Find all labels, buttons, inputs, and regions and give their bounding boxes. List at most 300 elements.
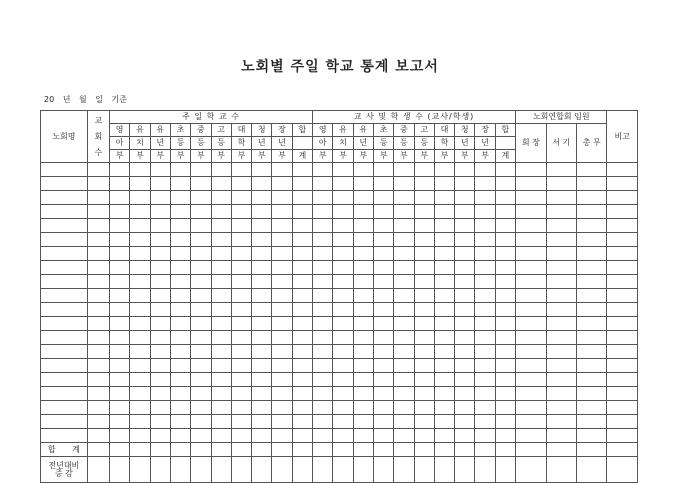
data-cell xyxy=(292,345,312,359)
row-label-cell xyxy=(41,247,88,261)
data-cell xyxy=(516,289,546,303)
data-cell xyxy=(252,163,272,177)
data-cell xyxy=(170,387,190,401)
data-cell xyxy=(231,429,251,443)
school-dept-header-cell: 부 xyxy=(272,150,292,163)
data-cell xyxy=(150,303,170,317)
row-label-cell xyxy=(41,289,88,303)
data-cell xyxy=(353,219,373,233)
data-cell xyxy=(110,401,130,415)
data-cell xyxy=(516,163,546,177)
data-cell xyxy=(475,261,495,275)
row-label-cell xyxy=(41,219,88,233)
data-cell xyxy=(576,303,606,317)
data-cell xyxy=(607,205,638,219)
data-cell xyxy=(211,219,231,233)
teacher-dept-header-cell: 중 xyxy=(394,124,414,137)
data-cell xyxy=(475,387,495,401)
data-cell xyxy=(576,163,606,177)
data-cell xyxy=(353,345,373,359)
data-cell xyxy=(373,163,393,177)
data-cell xyxy=(333,261,353,275)
data-cell xyxy=(170,331,190,345)
data-cell xyxy=(353,429,373,443)
data-cell xyxy=(495,373,515,387)
data-cell xyxy=(576,373,606,387)
data-cell xyxy=(272,443,292,457)
school-dept-header-cell: 부 xyxy=(110,150,130,163)
data-cell xyxy=(231,191,251,205)
data-cell xyxy=(353,331,373,345)
school-dept-header-cell: 고 xyxy=(211,124,231,137)
data-cell xyxy=(576,345,606,359)
data-cell xyxy=(353,247,373,261)
data-cell xyxy=(231,359,251,373)
data-cell xyxy=(87,387,109,401)
data-cell xyxy=(191,303,211,317)
data-cell xyxy=(607,457,638,483)
data-cell xyxy=(576,317,606,331)
data-cell xyxy=(373,261,393,275)
data-cell xyxy=(252,261,272,275)
table-row xyxy=(41,303,638,317)
data-cell xyxy=(110,317,130,331)
data-cell xyxy=(394,191,414,205)
data-cell xyxy=(516,219,546,233)
teacher-dept-header-cell: 학 xyxy=(434,137,454,150)
data-cell xyxy=(495,317,515,331)
data-cell xyxy=(252,219,272,233)
data-cell xyxy=(495,457,515,483)
data-cell xyxy=(576,261,606,275)
data-cell xyxy=(516,303,546,317)
data-cell xyxy=(313,373,333,387)
data-cell xyxy=(130,331,150,345)
data-cell xyxy=(130,415,150,429)
data-cell xyxy=(191,373,211,387)
data-cell xyxy=(231,177,251,191)
teacher-dept-header-cell: 아 xyxy=(313,137,333,150)
data-cell xyxy=(373,177,393,191)
data-cell xyxy=(373,289,393,303)
school-dept-header-cell: 등 xyxy=(191,137,211,150)
data-cell xyxy=(434,373,454,387)
data-cell xyxy=(191,387,211,401)
data-cell xyxy=(546,233,576,247)
data-cell xyxy=(272,317,292,331)
data-cell xyxy=(231,401,251,415)
table-row xyxy=(41,247,638,261)
data-cell xyxy=(455,177,475,191)
data-cell xyxy=(607,331,638,345)
row-label-line: 증 감 xyxy=(54,468,73,478)
data-cell xyxy=(394,457,414,483)
data-cell xyxy=(313,345,333,359)
row-label-cell xyxy=(41,177,88,191)
data-cell xyxy=(414,443,434,457)
data-cell xyxy=(455,191,475,205)
data-cell xyxy=(353,317,373,331)
data-cell xyxy=(434,233,454,247)
data-cell xyxy=(607,233,638,247)
data-cell xyxy=(211,443,231,457)
data-cell xyxy=(170,247,190,261)
data-cell xyxy=(434,247,454,261)
data-cell xyxy=(313,163,333,177)
data-cell xyxy=(455,275,475,289)
data-cell xyxy=(130,261,150,275)
data-cell xyxy=(607,373,638,387)
data-cell xyxy=(353,233,373,247)
data-cell xyxy=(252,457,272,483)
data-cell xyxy=(455,317,475,331)
data-cell xyxy=(353,415,373,429)
data-cell xyxy=(191,401,211,415)
data-cell xyxy=(87,233,109,247)
data-cell xyxy=(414,457,434,483)
data-cell xyxy=(150,191,170,205)
data-cell xyxy=(353,261,373,275)
data-cell xyxy=(110,191,130,205)
data-cell xyxy=(333,345,353,359)
data-cell xyxy=(546,443,576,457)
data-cell xyxy=(272,219,292,233)
statistics-table xyxy=(40,110,638,483)
data-cell xyxy=(353,289,373,303)
data-cell xyxy=(170,345,190,359)
data-cell xyxy=(495,247,515,261)
row-label-cell xyxy=(41,275,88,289)
teacher-dept-header-cell: 치 xyxy=(333,137,353,150)
data-cell xyxy=(516,317,546,331)
data-cell xyxy=(292,219,312,233)
data-cell xyxy=(373,387,393,401)
data-cell xyxy=(292,261,312,275)
school-dept-header-cell: 유 xyxy=(130,124,150,137)
data-cell xyxy=(495,275,515,289)
data-cell xyxy=(495,359,515,373)
data-cell xyxy=(333,401,353,415)
data-cell xyxy=(576,401,606,415)
data-cell xyxy=(394,261,414,275)
data-cell xyxy=(607,345,638,359)
teacher-dept-header-cell: 부 xyxy=(475,150,495,163)
data-cell xyxy=(414,415,434,429)
data-cell xyxy=(211,345,231,359)
year-compare-row xyxy=(41,457,638,483)
data-cell xyxy=(373,303,393,317)
school-dept-header-cell: 유 xyxy=(150,124,170,137)
data-cell xyxy=(272,457,292,483)
data-cell xyxy=(607,415,638,429)
presbytery-name-header: 노회명 xyxy=(41,111,88,163)
data-cell xyxy=(546,387,576,401)
data-cell xyxy=(110,177,130,191)
data-cell xyxy=(455,429,475,443)
data-cell xyxy=(434,359,454,373)
officers-group-header: 노회연합회 임원 xyxy=(516,111,607,124)
data-cell xyxy=(87,415,109,429)
teacher-dept-header-cell: 등 xyxy=(394,137,414,150)
data-cell xyxy=(333,317,353,331)
row-label-cell xyxy=(41,191,88,205)
data-cell xyxy=(170,233,190,247)
data-cell xyxy=(272,429,292,443)
data-cell xyxy=(475,359,495,373)
data-cell xyxy=(455,289,475,303)
row-label-cell xyxy=(41,233,88,247)
data-cell xyxy=(313,317,333,331)
data-cell xyxy=(292,303,312,317)
data-cell xyxy=(414,317,434,331)
data-cell xyxy=(130,205,150,219)
row-label-cell xyxy=(41,205,88,219)
data-cell xyxy=(130,359,150,373)
data-cell xyxy=(414,359,434,373)
table-row xyxy=(41,317,638,331)
teacher-dept-header-cell: 대 xyxy=(434,124,454,137)
data-cell xyxy=(313,289,333,303)
data-cell xyxy=(373,345,393,359)
data-cell xyxy=(170,457,190,483)
data-cell xyxy=(231,275,251,289)
data-cell xyxy=(211,401,231,415)
data-cell xyxy=(252,233,272,247)
data-cell xyxy=(333,205,353,219)
data-cell xyxy=(87,443,109,457)
data-cell xyxy=(414,289,434,303)
data-cell xyxy=(455,233,475,247)
data-cell xyxy=(455,303,475,317)
data-cell xyxy=(150,205,170,219)
data-cell xyxy=(333,219,353,233)
data-cell xyxy=(150,317,170,331)
data-cell xyxy=(87,289,109,303)
data-cell xyxy=(231,387,251,401)
data-cell xyxy=(211,457,231,483)
data-cell xyxy=(272,373,292,387)
data-cell xyxy=(313,191,333,205)
data-cell xyxy=(313,331,333,345)
data-cell xyxy=(110,303,130,317)
data-cell xyxy=(546,205,576,219)
data-cell xyxy=(576,429,606,443)
data-cell xyxy=(373,457,393,483)
teachers-students-group-header: 교 사 및 학 생 수 (교사/학생) xyxy=(313,111,516,124)
data-cell xyxy=(607,191,638,205)
data-cell xyxy=(110,359,130,373)
table-row xyxy=(41,415,638,429)
row-label-cell: 합 계 xyxy=(41,443,88,457)
data-cell xyxy=(252,275,272,289)
teacher-dept-header-cell: 부 xyxy=(353,150,373,163)
data-cell xyxy=(110,443,130,457)
teacher-dept-header-cell: 부 xyxy=(414,150,434,163)
data-cell xyxy=(292,275,312,289)
data-cell xyxy=(414,387,434,401)
data-cell xyxy=(414,429,434,443)
data-cell xyxy=(353,359,373,373)
table-row xyxy=(41,373,638,387)
data-cell xyxy=(333,415,353,429)
data-cell xyxy=(170,275,190,289)
row-label-cell xyxy=(41,261,88,275)
table-row xyxy=(41,261,638,275)
data-cell xyxy=(333,303,353,317)
data-cell xyxy=(333,373,353,387)
data-cell xyxy=(546,163,576,177)
data-cell xyxy=(434,177,454,191)
data-cell xyxy=(272,415,292,429)
data-cell xyxy=(475,275,495,289)
data-cell xyxy=(434,345,454,359)
data-cell xyxy=(292,317,312,331)
data-cell xyxy=(150,401,170,415)
data-cell xyxy=(211,331,231,345)
data-cell xyxy=(546,359,576,373)
data-cell xyxy=(434,415,454,429)
data-cell xyxy=(373,373,393,387)
data-cell xyxy=(516,401,546,415)
data-cell xyxy=(546,247,576,261)
officer-header-cell: 서 기 xyxy=(546,124,576,163)
data-cell xyxy=(110,275,130,289)
data-cell xyxy=(394,163,414,177)
data-cell xyxy=(516,443,546,457)
data-cell xyxy=(130,233,150,247)
data-cell xyxy=(252,317,272,331)
data-cell xyxy=(455,205,475,219)
data-cell xyxy=(516,191,546,205)
data-cell xyxy=(191,331,211,345)
data-cell xyxy=(394,401,414,415)
teacher-dept-header-cell: 년 xyxy=(475,137,495,150)
data-cell xyxy=(394,233,414,247)
teacher-dept-header-cell: 년 xyxy=(353,137,373,150)
teacher-dept-header-cell: 등 xyxy=(373,137,393,150)
data-cell xyxy=(292,289,312,303)
data-cell xyxy=(455,373,475,387)
teacher-dept-header-cell: 계 xyxy=(495,150,515,163)
table-row xyxy=(41,219,638,233)
data-cell xyxy=(170,429,190,443)
data-cell xyxy=(414,177,434,191)
data-cell xyxy=(373,233,393,247)
data-cell xyxy=(353,177,373,191)
data-cell xyxy=(130,303,150,317)
row-label-cell xyxy=(41,331,88,345)
data-cell xyxy=(191,359,211,373)
data-cell xyxy=(607,359,638,373)
data-cell xyxy=(170,163,190,177)
data-cell xyxy=(495,331,515,345)
data-cell xyxy=(150,247,170,261)
data-cell xyxy=(252,247,272,261)
data-cell xyxy=(130,191,150,205)
data-cell xyxy=(414,261,434,275)
data-cell xyxy=(211,177,231,191)
data-cell xyxy=(150,331,170,345)
data-cell xyxy=(353,443,373,457)
data-cell xyxy=(252,205,272,219)
data-cell xyxy=(110,219,130,233)
data-cell xyxy=(607,163,638,177)
data-cell xyxy=(191,415,211,429)
church-count-header xyxy=(87,111,109,163)
data-cell xyxy=(252,331,272,345)
data-cell xyxy=(272,359,292,373)
data-cell xyxy=(231,303,251,317)
data-cell xyxy=(150,359,170,373)
data-cell xyxy=(394,331,414,345)
data-cell xyxy=(231,205,251,219)
data-cell xyxy=(110,205,130,219)
table-row xyxy=(41,163,638,177)
data-cell xyxy=(231,289,251,303)
data-cell xyxy=(495,205,515,219)
data-cell xyxy=(130,429,150,443)
row-label-cell xyxy=(41,163,88,177)
data-cell xyxy=(546,275,576,289)
data-cell xyxy=(455,443,475,457)
data-cell xyxy=(516,387,546,401)
data-cell xyxy=(576,387,606,401)
data-cell xyxy=(495,345,515,359)
data-cell xyxy=(475,429,495,443)
data-cell xyxy=(170,303,190,317)
row-label-cell xyxy=(41,303,88,317)
data-cell xyxy=(495,303,515,317)
data-cell xyxy=(353,303,373,317)
header-row-dept-line-1 xyxy=(41,124,638,137)
data-cell xyxy=(87,177,109,191)
data-cell xyxy=(353,191,373,205)
data-cell xyxy=(495,191,515,205)
data-cell xyxy=(150,219,170,233)
total-row xyxy=(41,443,638,457)
church-count-char: 교 xyxy=(94,115,103,125)
data-cell xyxy=(475,191,495,205)
data-cell xyxy=(231,415,251,429)
table-row xyxy=(41,275,638,289)
data-cell xyxy=(191,233,211,247)
data-cell xyxy=(252,359,272,373)
data-cell xyxy=(130,443,150,457)
church-count-char: 회 xyxy=(94,131,103,141)
data-cell xyxy=(434,205,454,219)
data-cell xyxy=(211,359,231,373)
data-cell xyxy=(150,345,170,359)
data-cell xyxy=(495,443,515,457)
data-cell xyxy=(373,401,393,415)
data-cell xyxy=(272,331,292,345)
data-cell xyxy=(231,373,251,387)
teacher-dept-header-cell: 합 xyxy=(495,124,515,137)
data-cell xyxy=(292,233,312,247)
data-cell xyxy=(110,345,130,359)
data-cell xyxy=(455,457,475,483)
data-cell xyxy=(516,205,546,219)
data-cell xyxy=(292,163,312,177)
table-row xyxy=(41,191,638,205)
data-cell xyxy=(87,205,109,219)
row-label-cell xyxy=(41,359,88,373)
data-cell xyxy=(516,275,546,289)
data-cell xyxy=(455,261,475,275)
data-cell xyxy=(495,401,515,415)
data-cell xyxy=(191,247,211,261)
data-cell xyxy=(272,247,292,261)
